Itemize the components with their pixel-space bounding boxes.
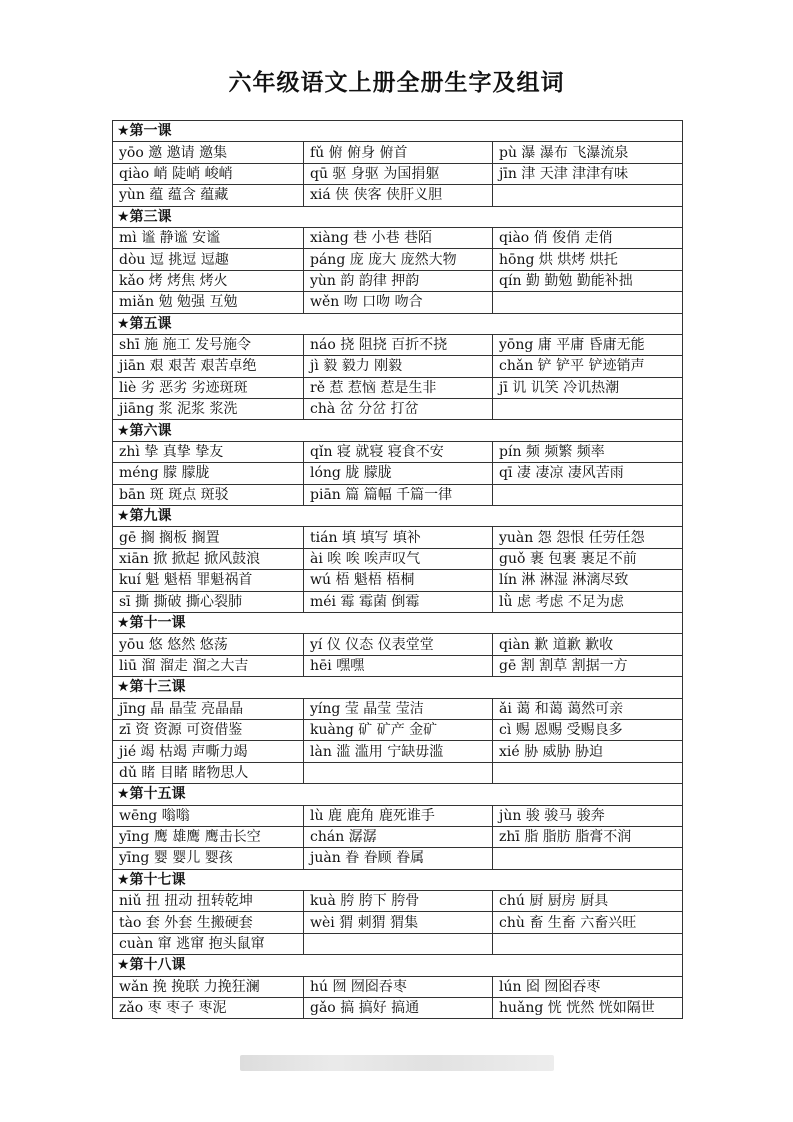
vocab-cell: gē 搁 搁板 搁置 [113,527,304,548]
vocab-cell: náo 挠 阻挠 百折不挠 [304,334,493,355]
vocab-cell: yíng 莹 晶莹 莹洁 [304,698,493,719]
vocab-cell [493,292,683,313]
vocab-cell: yīng 鹰 雄鹰 鹰击长空 [113,826,304,847]
lesson-heading: ★第五课 [113,313,683,334]
vocab-cell: wēng 嗡嗡 [113,805,304,826]
table-row [113,976,683,997]
vocab-cell: xiá 侠 侠客 侠肝义胆 [304,185,493,206]
table-row [113,998,683,1019]
vocab-cell: juàn 眷 眷顾 眷属 [304,848,493,869]
vocab-cell: yuàn 怨 怨恨 任劳任怨 [493,527,683,548]
lesson-header-row [113,506,683,527]
lesson-heading: ★第十一课 [113,612,683,633]
vocab-cell: qǐn 寝 就寝 寝食不安 [304,441,493,462]
table-row [113,719,683,740]
table-row [113,933,683,954]
vocab-cell: lǜ 虑 考虑 不足为虑 [493,591,683,612]
vocab-cell [493,484,683,505]
vocab-cell: chà 岔 分岔 打岔 [304,399,493,420]
vocab-cell: wǎn 挽 挽联 力挽狂澜 [113,976,304,997]
vocab-cell: mì 谧 静谧 安谧 [113,227,304,248]
table-row [113,484,683,505]
table-row [113,762,683,783]
table-row [113,399,683,420]
vocab-cell: yí 仪 仪态 仪表堂堂 [304,634,493,655]
vocab-cell [493,933,683,954]
vocab-cell: guǒ 裹 包裹 裹足不前 [493,548,683,569]
table-row [113,377,683,398]
vocab-cell: lù 鹿 鹿角 鹿死谁手 [304,805,493,826]
vocab-cell: xiān 掀 掀起 掀风鼓浪 [113,548,304,569]
lesson-header-row [113,869,683,890]
vocab-cell: kuà 胯 胯下 胯骨 [304,891,493,912]
table-row [113,698,683,719]
vocab-cell: shī 施 施工 发号施令 [113,334,304,355]
table-row [113,634,683,655]
vocab-cell: lín 淋 淋湿 淋漓尽致 [493,570,683,591]
vocab-cell: jī 讥 讥笑 冷讥热潮 [493,377,683,398]
vocab-cell [493,762,683,783]
table-row [113,441,683,462]
vocab-cell: chǎn 铲 铲平 铲迹销声 [493,356,683,377]
vocab-cell: yōng 庸 平庸 昏庸无能 [493,334,683,355]
lesson-header-row [113,784,683,805]
vocab-cell: ǎi 蔼 和蔼 蔼然可亲 [493,698,683,719]
vocab-cell: jīn 津 天津 津津有味 [493,163,683,184]
vocab-cell: rě 惹 惹恼 惹是生非 [304,377,493,398]
vocab-cell: wèi 猬 刺猬 猬集 [304,912,493,933]
lesson-heading: ★第六课 [113,420,683,441]
vocab-cell: chú 厨 厨房 厨具 [493,891,683,912]
vocab-cell: cuàn 窜 逃窜 抱头鼠窜 [113,933,304,954]
vocab-cell: qiào 俏 俊俏 走俏 [493,227,683,248]
table-row [113,270,683,291]
table-row [113,463,683,484]
lesson-header-row [113,420,683,441]
vocab-cell: huǎng 恍 恍然 恍如隔世 [493,998,683,1019]
lesson-header-row [113,677,683,698]
vocab-cell: kuí 魁 魁梧 罪魁祸首 [113,570,304,591]
table-row [113,805,683,826]
vocab-cell: niǔ 扭 扭动 扭转乾坤 [113,891,304,912]
lesson-heading: ★第十三课 [113,677,683,698]
vocab-cell: gǎo 搞 搞好 搞通 [304,998,493,1019]
vocab-cell: jùn 骏 骏马 骏奔 [493,805,683,826]
lesson-heading: ★第三课 [113,206,683,227]
vocab-cell: zī 资 资源 可资借鉴 [113,719,304,740]
vocab-cell: hú 囫 囫囵吞枣 [304,976,493,997]
table-row [113,570,683,591]
vocab-cell: tào 套 外套 生搬硬套 [113,912,304,933]
vocab-cell: zhì 挚 真挚 挚友 [113,441,304,462]
vocab-cell: qiào 峭 陡峭 峻峭 [113,163,304,184]
lesson-heading: ★第一课 [113,121,683,142]
vocab-cell: jiān 艰 艰苦 艰苦卓绝 [113,356,304,377]
vocab-cell: bān 斑 斑点 斑驳 [113,484,304,505]
vocab-cell: lóng 胧 朦胧 [304,463,493,484]
lesson-header-row [113,121,683,142]
lesson-heading: ★第九课 [113,506,683,527]
table-row [113,912,683,933]
vocab-cell: méi 霉 霉菌 倒霉 [304,591,493,612]
vocab-cell: qín 勤 勤勉 勤能补拙 [493,270,683,291]
table-row [113,142,683,163]
vocab-cell: dǔ 睹 目睹 睹物思人 [113,762,304,783]
vocab-cell: ài 唉 唉 唉声叹气 [304,548,493,569]
table-row [113,334,683,355]
lesson-heading: ★第十五课 [113,784,683,805]
vocab-cell: jié 竭 枯竭 声嘶力竭 [113,741,304,762]
vocab-cell: pù 瀑 瀑布 飞瀑流泉 [493,142,683,163]
vocab-cell: yīng 婴 婴儿 婴孩 [113,848,304,869]
table-row [113,163,683,184]
lesson-heading: ★第十七课 [113,869,683,890]
lesson-header-row [113,612,683,633]
lesson-header-row [113,206,683,227]
vocab-cell [304,933,493,954]
table-row [113,292,683,313]
vocab-cell: páng 庞 庞大 庞然大物 [304,249,493,270]
vocab-cell [493,848,683,869]
vocab-cell: liè 劣 恶劣 劣迹斑斑 [113,377,304,398]
vocab-cell: yōo 邀 邀请 邀集 [113,142,304,163]
vocab-cell: xiàng 巷 小巷 巷陌 [304,227,493,248]
vocab-cell: fǔ 俯 俯身 俯首 [304,142,493,163]
lesson-header-row [113,955,683,976]
vocab-cell: pín 频 频繁 频率 [493,441,683,462]
vocab-cell: sī 撕 撕破 撕心裂肺 [113,591,304,612]
vocab-cell: miǎn 勉 勉强 互勉 [113,292,304,313]
vocab-cell: chán 潺潺 [304,826,493,847]
vocab-cell: piān 篇 篇幅 千篇一律 [304,484,493,505]
page-title: 六年级语文上册全册生字及组词 [228,70,565,96]
vocab-cell: yùn 蕴 蕴含 蕴藏 [113,185,304,206]
vocab-cell: chù 畜 生畜 六畜兴旺 [493,912,683,933]
vocab-cell: jīng 晶 晶莹 亮晶晶 [113,698,304,719]
vocab-cell: méng 朦 朦胧 [113,463,304,484]
vocab-cell: lún 囵 囫囵吞枣 [493,976,683,997]
vocab-cell: hōng 烘 烘烤 烘托 [493,249,683,270]
vocab-cell: kǎo 烤 烤焦 烤火 [113,270,304,291]
vocab-cell: qī 凄 凄凉 凄风苦雨 [493,463,683,484]
table-row [113,741,683,762]
table-row [113,548,683,569]
table-row [113,227,683,248]
blurred-footer-watermark [240,1055,554,1071]
vocab-cell: qū 驱 身驱 为国捐躯 [304,163,493,184]
table-row [113,591,683,612]
vocab-cell: xié 胁 威胁 胁迫 [493,741,683,762]
vocab-cell: gē 割 割草 割据一方 [493,655,683,676]
vocab-cell: hēi 嘿嘿 [304,655,493,676]
table-row [113,249,683,270]
vocab-cell: yùn 韵 韵律 押韵 [304,270,493,291]
table-row [113,655,683,676]
vocab-cell: jiāng 浆 泥浆 浆洗 [113,399,304,420]
vocab-cell: dòu 逗 挑逗 逗趣 [113,249,304,270]
table-row [113,356,683,377]
vocabulary-table [112,120,683,1019]
vocab-cell: wú 梧 魁梧 梧桐 [304,570,493,591]
lesson-header-row [113,313,683,334]
table-row [113,826,683,847]
vocab-cell: cì 赐 恩赐 受赐良多 [493,719,683,740]
vocab-cell: wěn 吻 口吻 吻合 [304,292,493,313]
vocab-cell: zhī 脂 脂肪 脂膏不润 [493,826,683,847]
vocab-cell: kuàng 矿 矿产 金矿 [304,719,493,740]
vocab-cell [493,399,683,420]
table-row [113,848,683,869]
lesson-heading: ★第十八课 [113,955,683,976]
vocab-cell: qiàn 歉 道歉 歉收 [493,634,683,655]
vocab-cell: liū 溜 溜走 溜之大吉 [113,655,304,676]
table-row [113,527,683,548]
table-row [113,891,683,912]
vocab-cell: jì 毅 毅力 刚毅 [304,356,493,377]
vocab-cell [493,185,683,206]
vocab-cell [304,762,493,783]
vocab-cell: tián 填 填写 填补 [304,527,493,548]
vocab-cell: zǎo 枣 枣子 枣泥 [113,998,304,1019]
vocab-cell: làn 滥 滥用 宁缺毋滥 [304,741,493,762]
vocab-cell: yōu 悠 悠然 悠荡 [113,634,304,655]
table-row [113,185,683,206]
